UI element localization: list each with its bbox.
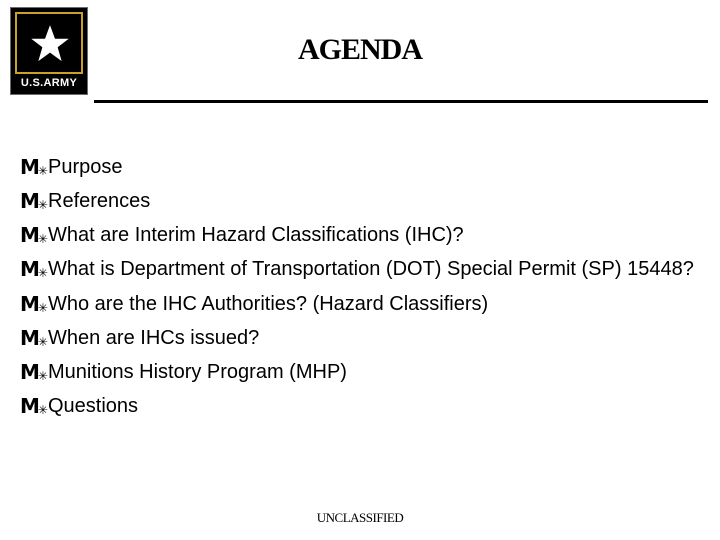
army-star-icon	[25, 19, 75, 69]
bullet-icon: M✳	[20, 155, 46, 179]
list-item-text: References	[48, 190, 151, 212]
list-item	[20, 355, 710, 389]
list-item-text: Questions	[48, 395, 139, 417]
bullet-icon: M✳	[20, 189, 46, 213]
list-item	[20, 218, 710, 252]
list-item-text: Munitions History Program (MHP)	[48, 361, 347, 383]
list-item	[20, 389, 710, 423]
list-item	[20, 184, 710, 218]
title-divider	[94, 100, 708, 103]
list-item	[20, 150, 710, 184]
bullet-icon: M✳	[20, 292, 46, 316]
list-item	[20, 252, 710, 287]
list-item	[20, 287, 710, 321]
bullet-icon: M✳	[20, 223, 46, 247]
agenda-list	[20, 150, 710, 423]
list-item-text: When are IHCs issued?	[48, 327, 260, 349]
list-item-text: What is Department of Transportation (DOT) Special Permit (SP) 15448?	[48, 258, 694, 280]
classification-footer: UNCLASSIFIED	[316, 510, 404, 525]
bullet-icon: M✳	[20, 360, 46, 384]
bullet-icon: M✳	[20, 394, 46, 418]
list-item-text: Purpose	[48, 156, 123, 178]
list-item-text: Who are the IHC Authorities? (Hazard Classifiers)	[48, 293, 489, 315]
us-army-logo	[10, 7, 88, 95]
page-title: AGENDA	[297, 33, 422, 66]
logo-text: U.S.ARMY	[20, 77, 78, 89]
logo-frame	[15, 12, 83, 74]
bullet-icon: M✳	[20, 326, 46, 350]
bullet-icon: M✳	[20, 257, 46, 281]
list-item	[20, 321, 710, 355]
list-item-text: What are Interim Hazard Classifications (IHC)?	[48, 224, 464, 246]
